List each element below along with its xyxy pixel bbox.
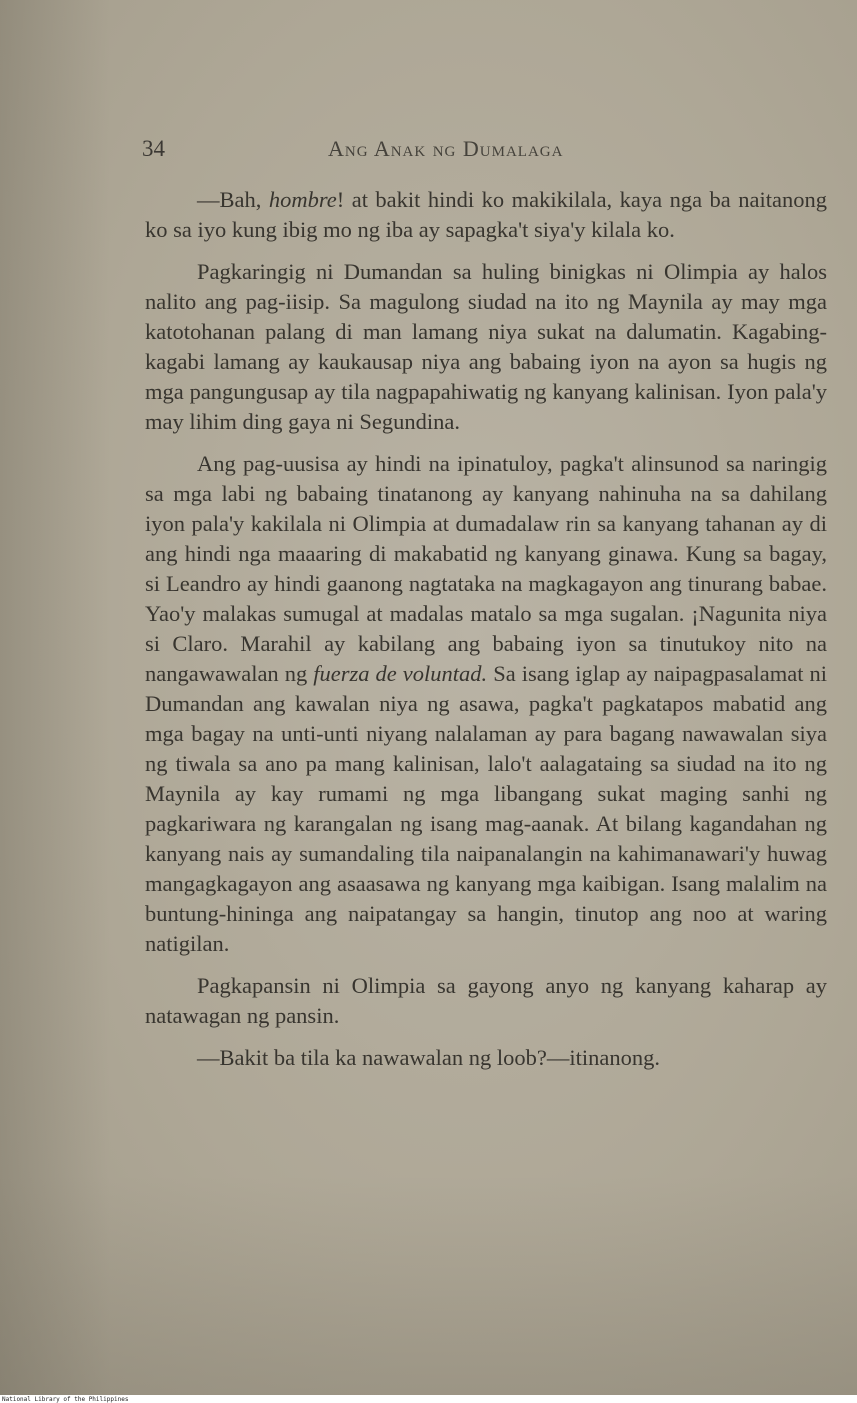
paragraph-4: Pagkapansin ni Olimpia sa gayong anyo ng kanyang kaharap ay natawagan ng pansin. <box>145 973 827 1028</box>
library-credit: National Library of the Philippines <box>2 1396 129 1403</box>
paragraph-3-rest: Sa isang iglap ay naipagpasalamat ni Dumandan ang kawalan niya ng asawa, pagka't pagkatapos mabatid ang mga bagay na unti-unti niyang nalalaman ay para bagang nawawalan siya ng tiwala sa ano pa mang kalinisan, lalo't aalagataing sa siudad na ito ng Maynila ay kay rumami ng mga libangang sukat maging sanhi ng pagkariwara ng karangalan ng isang mag-aanak. At bilang kagandahan ng kanyang nais ay sumandaling tila naipanalangin na kahimanawari'y huwag mangagkagayon ang asaasawa ng kanyang mga kaibigan. Isang malalim na buntung-hininga ang naipatangay sa hangin, tinutop ang noo at waring natigilan. <box>145 661 828 956</box>
paragraph-1-start: —Bah, <box>197 187 269 212</box>
running-title: Ang Anak ng Dumalaga <box>328 136 564 161</box>
paragraph-5: —Bakit ba tila ka nawawalan ng loob?—itinanong. <box>197 1045 661 1070</box>
paragraph-1-rest: ! at bakit hindi ko makikilala, kaya nga ba naitanong ko sa iyo kung ibig mo ng iba ay sapagka't siya'y kilala ko. <box>145 187 827 242</box>
paragraph-3 <box>145 449 827 959</box>
paragraph-1 <box>145 185 827 245</box>
italic-phrase: fuerza de voluntad. <box>313 661 488 686</box>
italic-word: hombre <box>268 187 337 212</box>
body-text <box>145 185 827 1073</box>
paragraph-3-start: Ang pag-uusisa ay hindi na ipinatuloy, pagka't alinsunod sa naringig sa mga labi ng babaing tinatanong ay kanyang nahinuha na sa dahilang iyon pala'y kakilala ni Olimpia at dumadalaw rin sa kanyang tahanan ay di ang hindi nga maaaring di makabatid ng kanyang ginawa. Kung sa bagay, si Leandro ay hindi gaanong nagtataka na magkagayon ang tinurang babae. Yao'y malakas sumugal at madalas matalo sa mga sugalan. ¡Nagunita niya si Claro. Marahil ay kabilang ang babaing iyon sa tinutukoy nito na nangawawalan ng <box>145 451 827 686</box>
paragraph-2: Pagkaringig ni Dumandan sa huling binigkas ni Olimpia ay halos nalito ang pag-iisip. Sa magulong siudad na ito ng Maynila ay may mga katotohanan palang di man lamang niya sukat na dalumatin. Kagabing-kagabi lamang ay kaukausap niya ang babaing iyon na ayon sa hugis ng mga pangungusap ay tila nagpapahiwatig ng kanyang kalinisan. Iyon pala'y may lihim ding gaya ni Segundina. <box>145 259 827 434</box>
page-number: 34 <box>142 136 165 161</box>
